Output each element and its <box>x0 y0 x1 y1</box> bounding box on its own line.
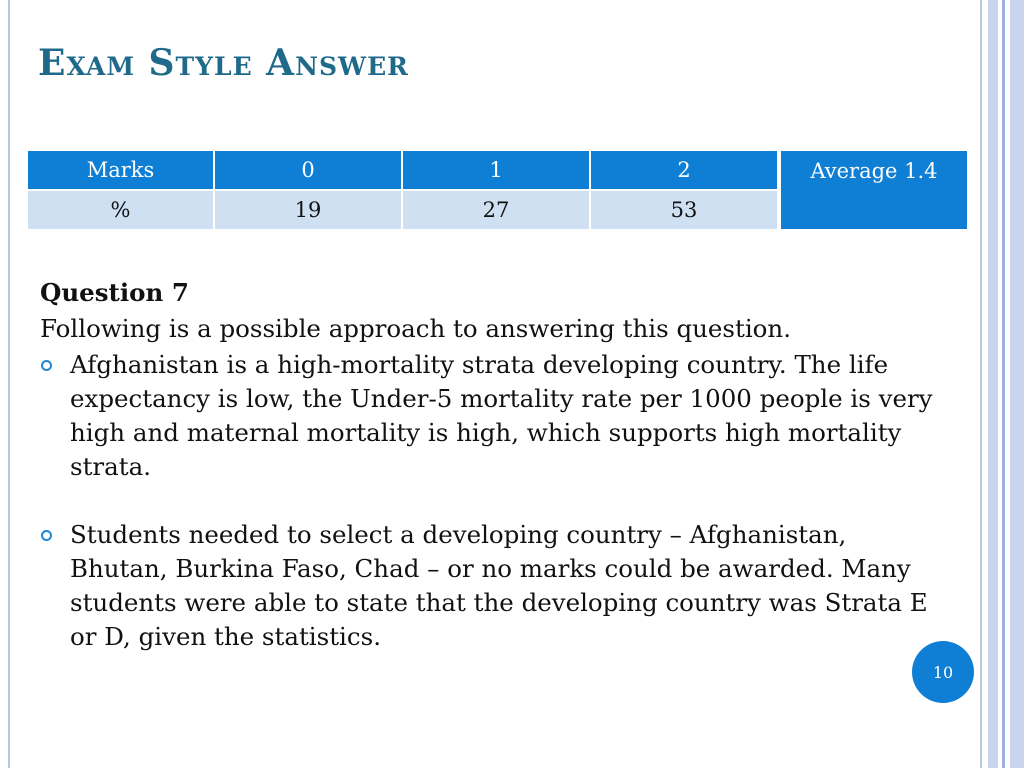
page-number-badge: 10 <box>912 641 974 703</box>
bullet-text: Afghanistan is a high-mortality strata developing country. The life expectancy is low, the Under-5 mortality rate per 1000 people is very high and maternal mortality is high, which supports high mortality strata. <box>70 350 933 481</box>
bullet-circle-icon <box>41 530 52 541</box>
frame-bar <box>980 0 982 768</box>
question-heading: Question 7 <box>40 278 189 307</box>
mark-value-cell: 0 <box>215 151 403 189</box>
bullet-item <box>40 348 940 484</box>
percent-value-cell: 53 <box>591 189 779 229</box>
mark-value-cell: 2 <box>591 151 779 189</box>
bullet-circle-icon <box>41 360 52 371</box>
intro-text: Following is a possible approach to answering this question. <box>40 314 791 343</box>
bullet-text: Students needed to select a developing country – Afghanistan, Bhutan, Burkina Faso, Chad – or no marks could be awarded. Many students were able to state that the developing country was Strata E or D, given the statistics. <box>70 520 928 651</box>
bullet-item <box>40 518 940 654</box>
marks-header-cell: Marks <box>28 151 215 189</box>
table-header-row <box>28 151 967 189</box>
percent-value-cell: 27 <box>403 189 591 229</box>
frame-bar <box>1002 0 1005 768</box>
slide-title: Exam Style Answer <box>38 42 409 84</box>
percent-label-cell: % <box>28 189 215 229</box>
marks-table <box>28 151 967 229</box>
frame-bar <box>1010 0 1024 768</box>
left-frame-line <box>8 0 10 768</box>
percent-value-cell: 19 <box>215 189 403 229</box>
slide-body <box>40 276 940 654</box>
mark-value-cell: 1 <box>403 151 591 189</box>
right-frame-bars <box>980 0 1024 768</box>
frame-bar <box>988 0 998 768</box>
average-cell: Average 1.4 <box>779 151 967 229</box>
